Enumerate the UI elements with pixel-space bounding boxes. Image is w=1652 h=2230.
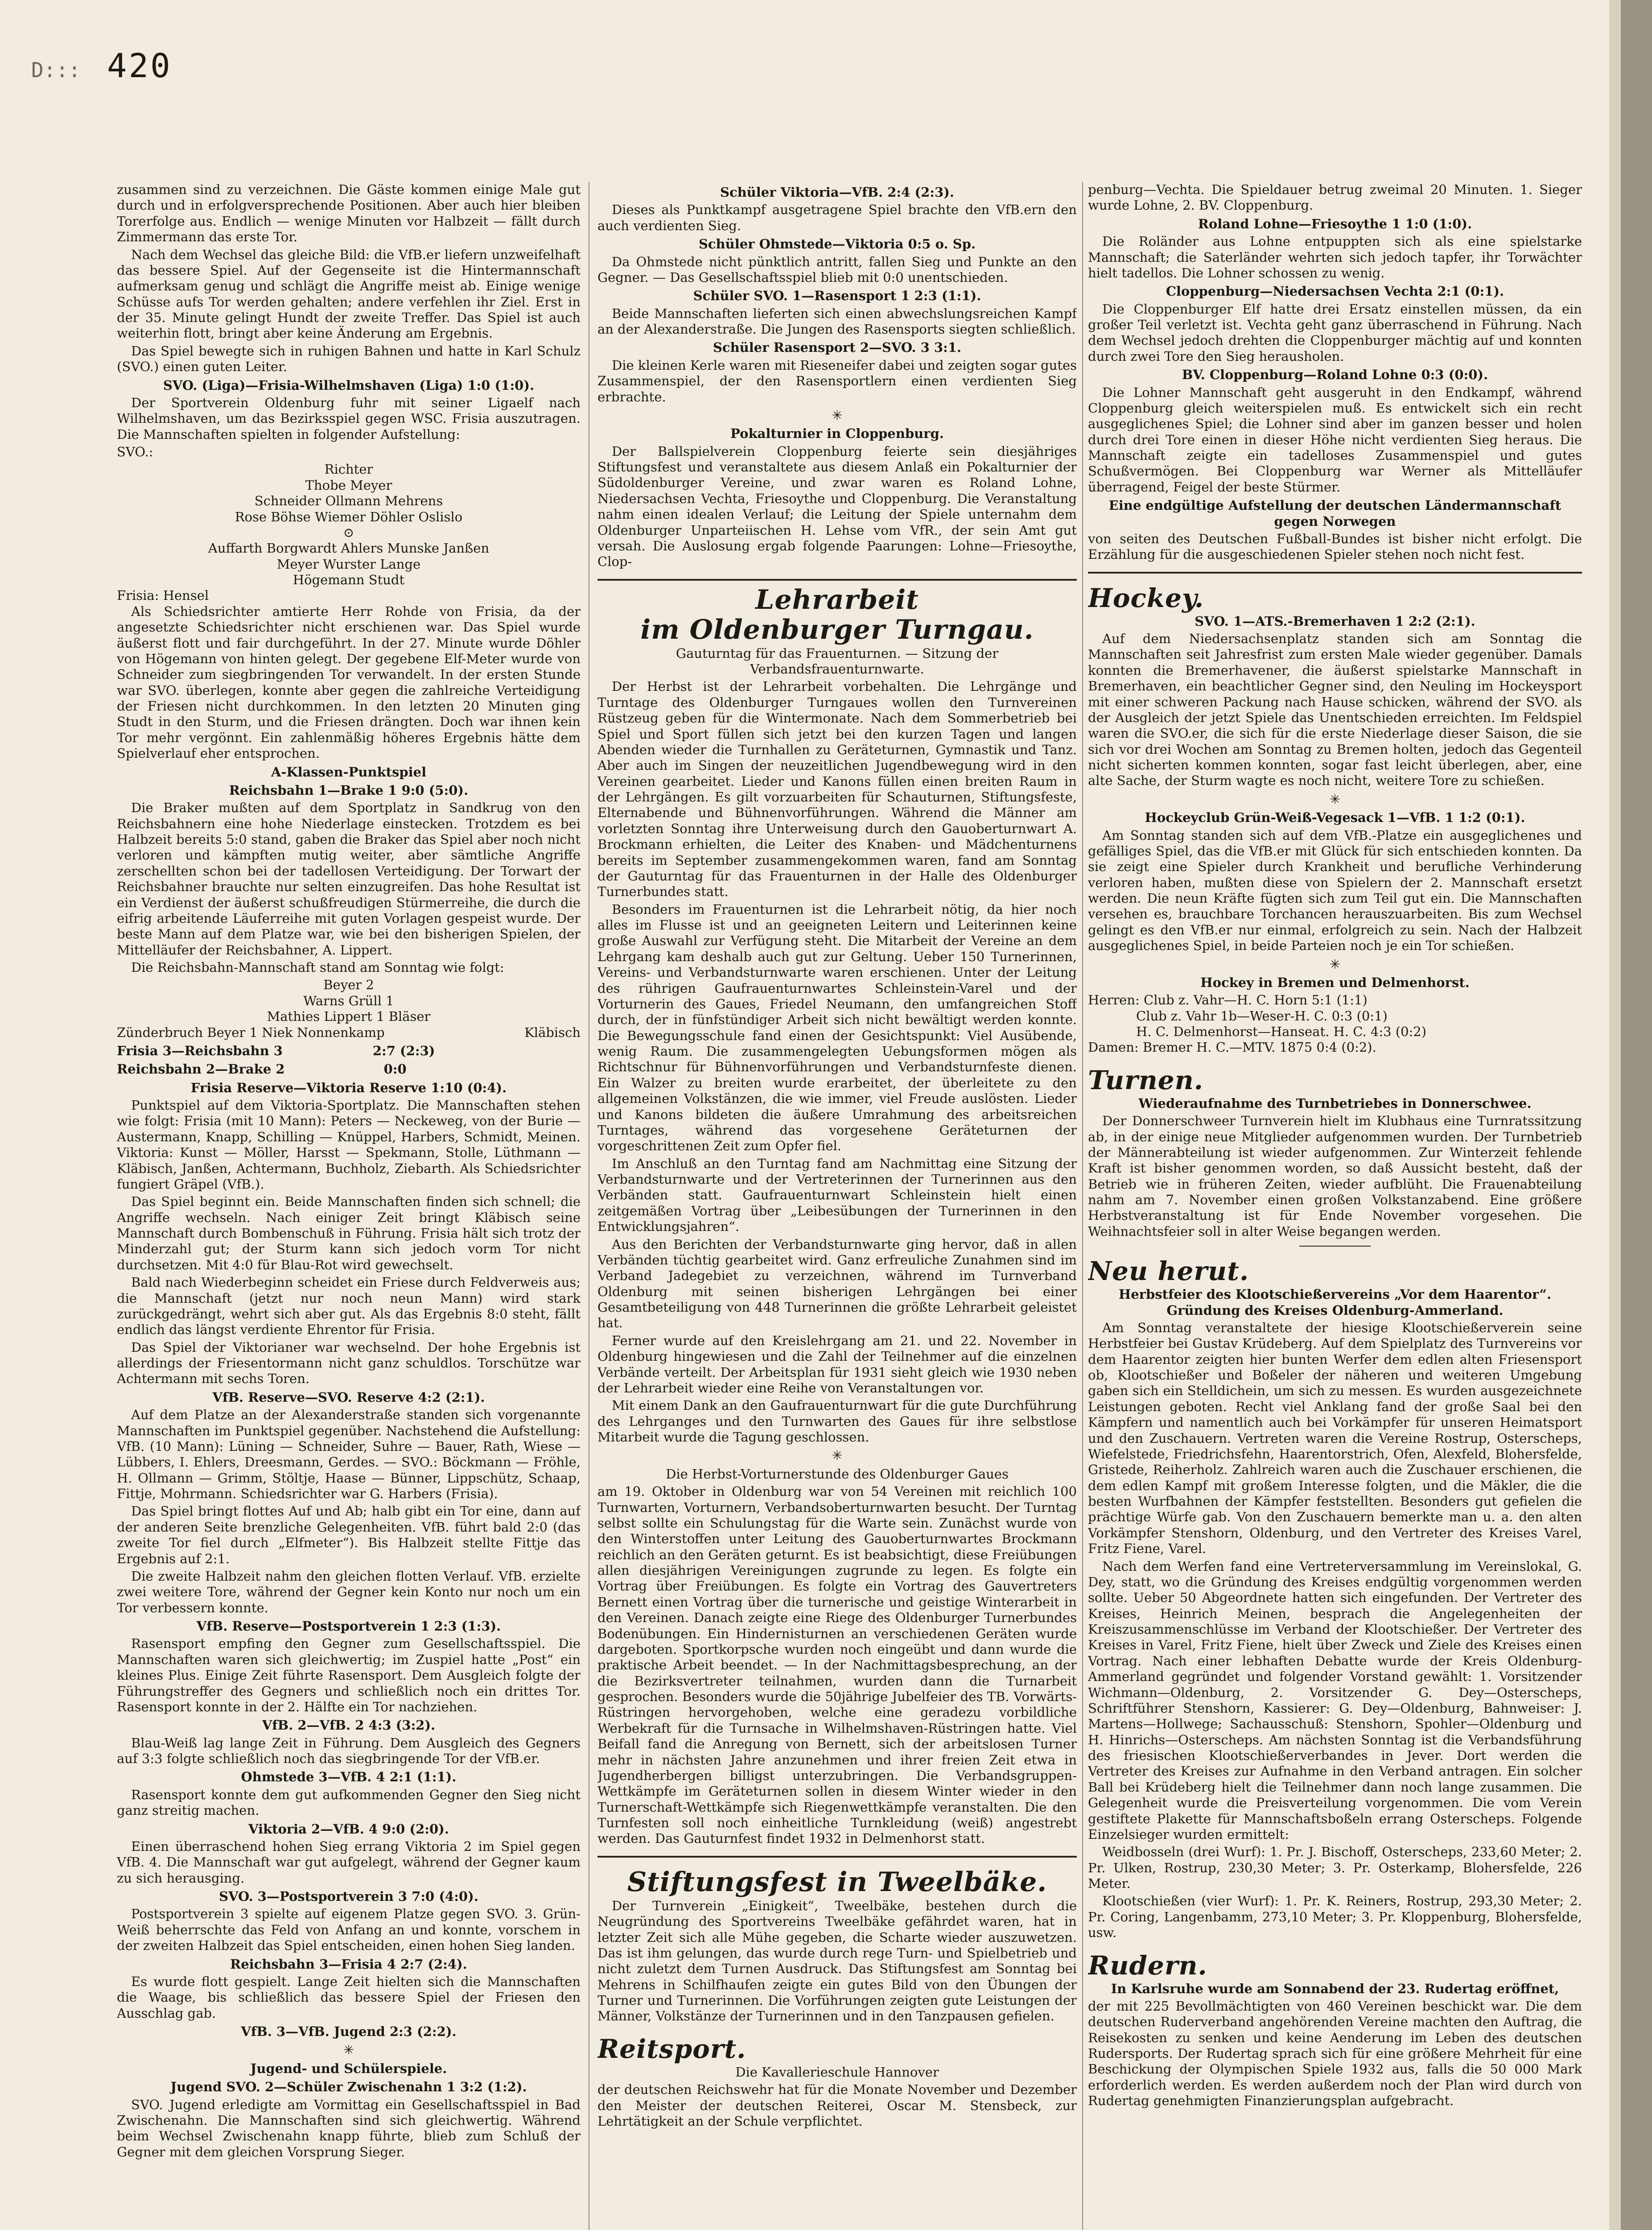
paragraph: Als Schiedsrichter amtierte Herr Rohde von Frisia, da der angesetzte Schiedsrichter nicht erschienen war. Das Spiel wurde äußerst flott und fair durchgeführt. In der 27. Minute wurde Döhler von Högemann von hinten gelegt. Der gegebene Elf-Meter wurde von Schneider zum siegbringenden Tor verwandelt. In der ersten Stunde war SVO. überlegen, konnte aber gegen die zahlreiche Verteidigung der Friesen nicht durchkommen. In den letzten 20 Minuten ging Studt in den Sturm, und die Friesen drängten. Doch war ihnen kein Tor mehr vergönnt. Ein zahlenmäßig höheres Ergebnis hätte dem Spielverlauf eher entsprochen.: [117, 603, 581, 761]
page-number: 420: [107, 47, 172, 85]
match-heading: Reichsbahn 3—Frisia 4 2:7 (2:4).: [230, 1956, 467, 1972]
section-title: Hockey.: [1088, 582, 1204, 613]
paragraph: Aus den Berichten der Verbandsturnwarte ging hervor, daß in allen Verbänden tüchtig gearbeitet wird. Ganz erfreuliche Zunahmen sind im Verband Jadegebiet zu verzeichnen, während im Turnverband Oldenburg mit seinen bisherigen Lehrgängen bei einer Gesamtbeteiligung von 448 Turnerinnen die größte Lehrarbeit geleistet hat.: [597, 1236, 1077, 1331]
paragraph: Der Turnverein „Einigkeit“, Tweelbäke, bestehen durch die Neugründung des Sportvereins Tweelbäke gefährdet waren, hat in letzter Zeit sich alle Mühe gegeben, die Scharte wieder auszuwetzen. Das ist ihm gelungen, das wurde durch rege Turn- und Spielbetrieb und nicht zuletzt dem Turnen Ausdruck. Das Stiftungsfest am Sonntag bei Mehrens in Schilfhaufen zeigte ein gutes Bild von den Übungen der Turner und Turnerinnen. Die Vorführungen zeigten gute Leistungen der Männer, Volkstänze der Turnerinnen und in den Tanzpausen gefielen.: [597, 1898, 1077, 2024]
paragraph: Die Braker mußten auf dem Sportplatz in Sandkrug von den Reichsbahnern eine hohe Niederlage einstecken. Trotzdem es bei Halbzeit bereits 5:0 stand, gaben die Braker das Spiel aber noch nicht verloren und kämpften mutig weiter, aber sämtliche Angriffe zerschellten schon bei der tadellosen Verteidigung. Der Torwart der Reichsbahner brauchte nur selten einzugreifen. Das hohe Resultat ist ein Verdienst der äußerst schußfreudigen Stürmerreihe, die durch die eifrig arbeitende Läuferreihe mit guten Vorlagen gespeist wurde. Der beste Mann auf dem Platze war, wie bei den bisherigen Spielen, der Mittelläufer der Reichsbahner, A. Lippert.: [117, 800, 581, 958]
match-heading: Reichsbahn 1—Brake 1 9:0 (5:0).: [229, 782, 469, 798]
star-divider: ✳: [832, 407, 843, 423]
paragraph: Weidbosseln (drei Wurf): 1. Pr. J. Bischoff, Osterscheps, 233,60 Meter; 2. Pr. Ulken, Rostrup, 230,30 Meter; 3. Pr. Osterkamp, Blohersfelde, 226 Meter.: [1088, 1844, 1582, 1891]
paragraph: Die Roländer aus Lohne entpuppten sich als eine spielstarke Mannschaft; die Saterländer wehrten sich jedoch tapfer, ihr Torwächter hielt tadellos. Die Lohner schossen zu wenig.: [1088, 234, 1582, 281]
lineup-row: Thobe Meyer: [305, 477, 392, 493]
paragraph: Beide Mannschaften lieferten sich einen abwechslungsreichen Kampf an der Alexanderstraße. Die Jungen des Rasensports siegten schließlich.: [597, 306, 1077, 337]
paragraph: Der Donnerschweer Turnverein hielt im Klubhaus eine Turnratssitzung ab, in der einige neue Mitglieder aufgenommen wurden. Der Turnbetrieb der Männerabteilung ist wieder aufgenommen. Zur Winterzeit fehlende Kraft ist bisher genommen worden, so daß Aussicht besteht, daß der Betrieb wie in früheren Zeiten, wieder aufblüht. Die Frauenabteilung nahm am 7. November einen großen Volkstanzabend. Eine größere Herbstveranstaltung ist für Ende November vorgesehen. Die Weihnachtsfeier soll in alter Weise begangen werden.: [1088, 1113, 1582, 1239]
paragraph: penburg—Vechta. Die Spieldauer betrug zweimal 20 Minuten. 1. Sieger wurde Lohne, 2. BV. Cloppenburg.: [1088, 182, 1582, 213]
result-line: Club z. Vahr 1b—Weser-H. C. 0:3 (0:1): [1136, 1008, 1388, 1024]
subheadline: Die Kavallerieschule Hannover: [735, 2064, 939, 2080]
paragraph: Bald nach Wiederbeginn scheidet ein Friese durch Feldverweis aus; die Mannschaft (jetzt nur noch neun Mann) wird stark zurückgedrängt, wehrt sich aber gut. Als das Ergebnis 8:0 steht, fällt endlich das längst verdiente Ehrentor für Frisia.: [117, 1275, 581, 1338]
section-heading: Pokalturnier in Cloppenburg.: [730, 426, 944, 442]
lineup-row: [117, 1025, 581, 1041]
match-heading: Schüler Viktoria—VfB. 2:4 (2:3).: [720, 185, 954, 200]
section-heading: Jugend- und Schülerspiele.: [250, 2061, 447, 2076]
match-heading: Schüler Ohmstede—Viktoria 0:5 o. Sp.: [698, 236, 976, 252]
match-heading: Frisia Reserve—Viktoria Reserve 1:10 (0:4).: [190, 1080, 507, 1095]
section-heading: Hockey in Bremen und Delmenhorst.: [1200, 975, 1470, 990]
paragraph: Es wurde flott gespielt. Lange Zeit hielten sich die Mannschaften die Waage, bis schließlich das bessere Spiel der Friesen den Ausschlag gab.: [117, 1974, 581, 2021]
match-heading: Schüler Rasensport 2—SVO. 3 3:1.: [713, 340, 962, 355]
paragraph: Die kleinen Kerle waren mit Rieseneifer dabei und zeigten sogar gutes Zusammenspiel, der den Rasensportlern einen verdienten Sieg erbrachte.: [597, 357, 1077, 405]
lineup-row: Schneider Ollmann Mehrens: [254, 493, 443, 509]
section-rule: [597, 1856, 1077, 1858]
paragraph: Die zweite Halbzeit nahm den gleichen flotten Verlauf. VfB. erzielte zwei weitere Tore, während der Gegner kein Konto nur noch um ein Tor verbessern konnte.: [117, 1568, 581, 1615]
paragraph: von seiten des Deutschen Fußball-Bundes ist bisher nicht erfolgt. Die Erzählung für die ausgeschiedenen Spieler stehen noch nicht fest.: [1088, 531, 1582, 562]
ball-symbol: ⊙: [343, 524, 354, 540]
result-line: Herren: Club z. Vahr—H. C. Horn 5:1 (1:1): [1088, 992, 1368, 1008]
paragraph: zusammen sind zu verzeichnen. Die Gäste kommen einige Male gut durch und in erfolgversprechende Positionen. Aber auch hier bleiben Torerfolge aus. Endlich — wenige Minuten vor Halbzeit — fällt durch Zimmermann das erste Tor.: [117, 182, 581, 245]
paragraph: Auf dem Platze an der Alexanderstraße standen sich vorgenannte Mannschaften im Punktspiel gegenüber. Nachstehend die Aufstellung: VfB. (10 Mann): Lüning — Schneider, Suhre — Bauer, Rath, Wiese — Lübbers, I. Ehlers, Dreesmann, Gerdes. — SVO.: Böckmann — Fröhle, H. Ollmann — Grimm, Stöltje, Haase — Bünner, Lippschütz, Schaap, Fittje, Mohrmann. Schiedsrichter war G. Harbers (Frisia).: [117, 1407, 581, 1501]
lineup-row: Rose Böhse Wiemer Döhler Oslislo: [235, 509, 463, 524]
section-title: Turnen.: [1088, 1065, 1203, 1095]
match-heading: SVO. 3—Postsportverein 3 7:0 (4:0).: [219, 1889, 478, 1904]
match-heading: BV. Cloppenburg—Roland Lohne 0:3 (0:0).: [1182, 367, 1488, 383]
margin-mark: D:::: [31, 58, 81, 82]
match-heading: VfB. 3—VfB. Jugend 2:3 (2:2).: [241, 2024, 457, 2039]
lineup-row: Richter: [324, 462, 373, 477]
paragraph: der mit 225 Bevollmächtigten von 460 Vereinen beschickt war. Die dem deutschen Ruderverband angehörenden Vereine machten den Auftrag, die Reisekosten zu senken und keine Aenderung im Leben des deutschen Rudersports. Der Rudertag sprach sich für eine größere Mehrheit für eine Beschickung der Olympischen Spiele 1932 aus, falls die 50 000 Mark erforderlich werden. Es werden außerdem noch der Plan wird durch von Rudertag genehmigten Finanzierungsplan aufgebracht.: [1088, 1998, 1582, 2109]
section-heading: Wiederaufnahme des Turnbetriebes in Donnerschwee.: [1138, 1095, 1532, 1111]
paragraph: Rasensport konnte dem gut aufkommenden Gegner den Sieg nicht ganz streitig machen.: [117, 1787, 581, 1818]
star-divider: ✳: [343, 2042, 354, 2058]
match-heading: VfB. Reserve—SVO. Reserve 4:2 (2:1).: [212, 1389, 485, 1405]
paragraph: Blau-Weiß lag lange Zeit in Führung. Dem Ausgleich des Gegners auf 3:3 folgte schließlich noch das siegbringende Tor der VfB.er.: [117, 1735, 581, 1766]
paragraph: Die Lohner Mannschaft geht ausgeruht in den Endkampf, während Cloppenburg gleich weiterspielen muß. Es entwickelt sich ein recht ausgeglichenes Spiel; die Lohner sind aber im ganzen besser und holen durch drei Tore einen in dieser Höhe nicht verdienten Sieg heraus. Die Mannschaft zeigte ein tadelloses Zusammenspiel und gutes Schußvermögen. Bei Cloppenburg war Werner als Mittelläufer überragend, Feigel der beste Stürmer.: [1088, 384, 1582, 495]
match-heading: Roland Lohne—Friesoythe 1 1:0 (1:0).: [1198, 216, 1472, 231]
paragraph: Die Cloppenburger Elf hatte drei Ersatz einstellen müssen, da ein großer Teil verletzt ist. Vechta geht ganz überraschend in Führung. Nach dem Wechsel jedoch drehten die Cloppenburger mächtig auf und konnten durch zwei Tore den Sieg herausholen.: [1088, 301, 1582, 364]
section-heading: In Karlsruhe wurde am Sonnabend der 23. Rudertag eröffnet,: [1111, 1981, 1559, 1996]
section-heading: Herbstfeier des Klootschießervereins „Vor dem Haarentor“. Gründung des Kreises Oldenburg-Ammerland.: [1118, 1287, 1552, 1318]
paragraph: Am Sonntag standen sich auf dem VfB.-Platze ein ausgeglichenes und gefälliges Spiel, das die VfB.er mit Glück für sich entschieden konnten. Da sie zeigt eine Spieler durch Krankheit und berufliche Verhinderung verloren haben, mußten diese von Spielern der 2. Mannschaft ersetzt werden. Die neun Kräfte fügten sich zum Teil gut ein. Die Mannschaften versehen es, brauchbare Torchancen herauszuarbeiten. Bis zum Wechsel gelingt es den VfB.er nur einmal, erfolgreich zu sein. Nach der Halbzeit ausgeglichenes Spiel, in beide Parteien noch je ein Tor schießen.: [1088, 827, 1582, 954]
paragraph: Ferner wurde auf den Kreislehrgang am 21. und 22. November in Oldenburg hingewiesen und die Zahl der Teilnehmer auf die einzelnen Verbände verteilt. Der Arbeitsplan für 1931 sieht gleich wie 1930 neben der Lehrarbeit wieder eine Reihe von Veranstaltungen vor.: [597, 1333, 1077, 1396]
paragraph: Einen überraschend hohen Sieg errang Viktoria 2 im Spiel gegen VfB. 4. Die Mannschaft war gut aufgelegt, während der Gegner kaum zu sich herausging.: [117, 1838, 581, 1886]
paragraph: Besonders im Frauenturnen ist die Lehrarbeit nötig, da hier noch alles im Flusse ist und an geeigneten Leitern und Leiterinnen keine große Auswahl zur Verfügung steht. Die Mitarbeit der Vereine an dem Lehrgang kam deshalb auch gut zur Geltung. Ueber 150 Turnerinnen, Vereins- und Verbandsturnwarte waren erschienen. Unter der Leitung des rührigen Gaufrauenturnwartes Schleinstein-Varel und der Vorturnerin des Gaues, Friedel Neumann, den umfangreichen Stoff durch, der in fünfstündiger Arbeit sich nicht bewältigt werden konnte. Die Bewegungsschule fand einen der Gesichtspunkt: Viel Ausübende, wenig Raum. Die zusammengelegten Uebungsformen mögen als Richtschnur für Bühnenvorführungen und Verbandsturnfeste dienen. Ein Walzer zu breiten wurde erarbeitet, der überleitete zu den allgemeinen Volkstänzen, die wie immer, viel Freude auslösten. Lieder und Kanons bildeten die äußere Umrahmung des arbeitsreichen Turntages, während das vorgesehene Geräteturnen der vorgeschrittenen Zeit zum Opfer fiel.: [597, 901, 1077, 1154]
result-line: Damen: Bremer H. C.—MTV. 1875 0:4 (0:2).: [1088, 1040, 1376, 1055]
paragraph: Mit einem Dank an den Gaufrauenturnwart für die gute Durchführung des Lehrganges und den Turnwarten des Gaues für ihre selbstlose Mitarbeit wurde die Tagung geschlossen.: [597, 1398, 1077, 1445]
lineup-row: Meyer Wurster Lange: [276, 556, 421, 572]
paragraph: SVO. Jugend erledigte am Vormittag ein Gesellschaftsspiel in Bad Zwischenahn. Die Mannschaften sind sich gleichwertig. Während beim Wechsel Zwischenahn knapp führte, blieb zum Schluß der Gegner mit dem gleichen Vorsprung Sieger.: [117, 2097, 581, 2160]
result-line: H. C. Delmenhorst—Hanseat. H. C. 4:3 (0:2): [1136, 1024, 1427, 1039]
column-1: [117, 182, 581, 2230]
paragraph: Im Anschluß an den Turntag fand am Nachmittag eine Sitzung der Verbandsturnwarte und der Vertreterinnen der Turnerinnen aus den Verbänden statt. Gaufrauenturnwart Schleinstein hielt einen zeitgemäßen Vortrag über „Leibesübungen der Turnerinnen in den Entwicklungsjahren“.: [597, 1156, 1077, 1235]
paragraph: Der Ballspielverein Cloppenburg feierte sein diesjähriges Stiftungsfest und veranstaltete aus diesem Anlaß ein Pokalturnier der Südoldenburger Vereine, und zwar waren es Roland Lohne, Niedersachsen Vechta, Friesoythe und Cloppenburg. Die Veranstaltung nahm einen idealen Verlauf; die Leitung der Spiele unternahm dem Oldenburger Unparteiischen H. Lehse vom VfR., der sein Amt gut versah. Die Auslosung ergab folgende Paarungen: Lohne—Friesoythe, Clop-: [597, 443, 1077, 570]
results-list: [1088, 992, 1582, 1056]
star-divider: ✳: [832, 1448, 843, 1463]
lineup-names: Kläbisch: [524, 1024, 581, 1040]
paragraph: Dieses als Punktkampf ausgetragene Spiel brachte den VfB.ern den auch verdienten Sieg.: [597, 202, 1077, 233]
match-heading: Jugend SVO. 2—Schüler Zwischenahn 1 3:2 (1:2).: [170, 2079, 527, 2095]
team-label: SVO.:: [117, 444, 153, 459]
paragraph: Da Ohmstede nicht pünktlich antritt, fallen Sieg und Punkte an den Gegner. — Das Gesellschaftsspiel blieb mit 0:0 unentschieden.: [597, 254, 1077, 285]
paragraph: am 19. Oktober in Oldenburg war von 54 Vereinen mit reichlich 100 Turnwarten, Vorturnern, Verbandsoberturnwarten besucht. Der Turntag selbst sollte ein Schulungstag für die Warte sein. Zunächst wurde von den Winterstoffen unter Leitung des Gauoberturnwartes Brockmann reichlich an den Geräten geturnt. Es ist beabsichtigt, diese Freiübungen allen diesjährigen Vereinigungen zugrunde zu legen. Es folgte ein Vortrag über Freiübungen. Es folgte ein Vortrag des Gauvertreters Bernett einen Vortrag über die turnerische und geistige Winterarbeit in den Vereinen. Danach zeigte eine Riege des Oldenburger Turnerbundes Bodenübungen. Ein Hindernisturnen an verschiedenen Geräten wurde dargeboten. Sportkorpsche wurden noch eingeübt und dann wurde die praktische Arbeit beendet. — In der Nachmittagsbesprechung, an der die Bezirksvertreter teilnahmen, wurden dann die Turnarbeit gesprochen. Besonders wurde die 50jährige Jubelfeier des TB. Vorwärts-Rüstringen hervorgehoben, welche eine geradezu vorbildliche Werbekraft für die Turnsache in Wilhelmshaven-Rüstringen hatte. Viel Beifall fand die Anregung von Bernett, sich der arbeitslosen Turner mehr in nächsten Jahre anzunehmen und ihrer freien Zeit etwa in Jugendherbergen billigst unterzubringen. Die Verbandsgruppen-Wettkämpfe im Geräteturnen sollen in diesem Winter wieder in den Turnerschaft-Wettkämpfe sich Riegenwettkämpfe veranstalten. Die den Turnfesten soll noch einheitliche Turnkleidung (weiß) angestrebt werden. Das Gauturnfest findet 1932 in Delmenhorst statt.: [597, 1484, 1077, 1846]
lineup-row: Mathies Lippert 1 Bläser: [267, 1009, 431, 1024]
paragraph: Das Spiel bringt flottes Auf und Ab; halb gibt ein Tor eine, dann auf der anderen Seite brenzliche Gelegenheiten. VfB. führt bald 2:0 (das zweite Tor fiel durch „Elfmeter“). Bis Halbzeit stellte Fittje das Ergebnis auf 2:1.: [117, 1503, 581, 1566]
lineup-row: Högemann Studt: [292, 572, 405, 587]
section-title: Rudern.: [1088, 1950, 1207, 1981]
column-rule: [1082, 182, 1083, 2230]
paragraph: Das Spiel beginnt ein. Beide Mannschaften finden sich schnell; die Angriffe wechseln. Nach einiger Zeit bringt Kläbisch seine Mannschaft durch Bombenschuß in Führung. Frisia hält sich trotz der Minderzahl gut; der Sturm kann sich jedoch vorm Tor nicht durchsetzen. Mit 4:0 für Blau-Rot wird gewechselt.: [117, 1194, 581, 1272]
paragraph: Der Herbst ist der Lehrarbeit vorbehalten. Die Lehrgänge und Turntage des Oldenburger Turngaues wollen den Turnvereinen Rüstzeug geben für die Wintermonate. Nach dem Sommerbetrieb bei Spiel und Sport füllen sich jetzt bei den kurzen Tagen und langen Abenden wieder die Turnhallen zu Geräteturnen, Gymnastik und Tanz. Aber auch im Singen der neuzeitlichen Jugendbewegung wird in den Vereinen gearbeitet. Lieder und Kanons füllen einen breiten Raum in der Lehrgängen. Es gilt vorzuarbeiten für Schauturnen, Stiftungsfeste, Elternabende und Bühnenvorführungen. Während die Männer am vorletzten Sonntag ihre Unterweisung durch den Gauoberturnwart A. Brockmann erhielten, die Leiter des Knaben- und Mädchenturnens bereits im September zusammengekommen waren, fand am Sonntag der Gauturntag für das Frauenturnen in der Halle des Oldenburger Turnerbundes statt.: [597, 679, 1077, 900]
star-divider: ✳: [1329, 956, 1341, 972]
section-rule: [597, 579, 1077, 581]
match-heading: VfB. Reserve—Postsportverein 1 2:3 (1:3).: [196, 1619, 501, 1634]
headline: Stiftungsfest in Tweelbäke.: [627, 1866, 1047, 1898]
paragraph: Der Sportverein Oldenburg fuhr mit seiner Ligaelf nach Wilhelmshaven, um das Bezirksspiel gegen WSC. Frisia auszutragen. Die Mannschaften spielten in folgender Aufstellung:: [117, 395, 581, 442]
section-rule: [1088, 572, 1582, 574]
paragraph: Klootschießen (vier Wurf): 1. Pr. K. Reiners, Rostrup, 293,30 Meter; 2. Pr. Coring, Langenbamm, 273,10 Meter; 3. Pr. Kloppenburg, Blohersfelde, usw.: [1088, 1893, 1582, 1941]
column-3: [1088, 182, 1582, 2230]
lineup-names: Zünderbruch Beyer 1 Niek Nonnenkamp: [117, 1024, 385, 1040]
subheadline: Gauturntag für das Frauenturnen. — Sitzung der Verbandsfrauenturnwarte.: [676, 645, 999, 677]
match-heading: Ohmstede 3—VfB. 4 2:1 (1:1).: [241, 1769, 457, 1785]
paragraph: Das Spiel der Viktorianer war wechselnd. Der hohe Ergebnis ist allerdings der Friesentormann nicht ganz schuldlos. Torschütze war Achtermann mit sechs Toren.: [117, 1339, 581, 1387]
lineup-row: Frisia: Hensel: [117, 588, 209, 603]
subheadline: Die Herbst-Vorturnerstunde des Oldenburger Gaues: [666, 1466, 1009, 1482]
match-heading: Schüler SVO. 1—Rasensport 1 2:3 (1:1).: [693, 288, 981, 304]
paragraph: Am Sonntag veranstaltete der hiesige Klootschießerverein seine Herbstfeier bei Gustav Krüdeberg. Auf dem Spielplatz des Turnvereins vor dem Haarentor zeigten hier bunten Werfer dem edlen alten Friesensport ob, Klootschießer und Boßeler der näheren und weiteren Umgebung gaben sich ein Stelldichein, um sich zu messen. Es wurden ausgezeichnete Leistungen geboten. Recht viel Anklang fand der große Saal bei den Kämpfern und namentlich auch bei Vorkämpfer für unseren Heimatsport und den Zuschauern. Vertreten waren die Vereine Rostrup, Osterscheps, Wiefelstede, Friedrichsfehn, Haarentorstrich, Ofen, Alexfeld, Blohersfelde, Gristede, Reiherholz. Zahlreich waren auch die Zuschauer erschienen, die dem edlen Kampf mit großem Interesse folgten, und die Mäkler, die die besten Wurfbahnen der Kämpfer feststellten. Besonders gut gefielen die prächtige Würfe gab. Von den Zuschauern bemerkte man u. a. den alten Vorkämpfer Stenshorn, Oldenburg, und den Vertreter des Kreises Varel, Fritz Fiene, Varel.: [1088, 1320, 1582, 1557]
binding-edge: [1609, 0, 1621, 2230]
section-heading: Eine endgültige Aufstellung der deutschen Ländermannschaft gegen Norwegen: [1108, 498, 1561, 529]
headline: Lehrarbeit: [755, 584, 919, 615]
result-line: Reichsbahn 2—Brake 2 0:0: [117, 1061, 407, 1077]
lineup-row: Beyer 2: [323, 977, 374, 993]
section-heading: A-Klassen-Punktspiel: [271, 764, 427, 780]
section-title: Neu herut.: [1088, 1256, 1249, 1287]
paragraph: der deutschen Reichswehr hat für die Monate November und Dezember den Meister der deutschen Reiterei, Oscar M. Stensbeck, zur Lehrtätigkeit an der Schule verpflichtet.: [597, 2082, 1077, 2129]
match-heading: Viktoria 2—VfB. 4 9:0 (2:0).: [248, 1821, 449, 1837]
column-2: [597, 182, 1077, 2230]
star-divider: ✳: [1329, 791, 1341, 807]
paragraph: Punktspiel auf dem Viktoria-Sportplatz. Die Mannschaften stehen wie folgt: Frisia (mit 10 Mann): Peters — Neckeweg, von der Burie — Austermann, Knapp, Schilling — Knüppel, Harbers, Schmidt, Meinen. Viktoria: Kunst — Möller, Harsst — Spekmann, Stolle, Lüthmann — Kläbisch, Janßen, Achtermann, Buchholz, Ziebarth. Als Schiedsrichter fungiert Gräpel (VfB.).: [117, 1098, 581, 1192]
binding-strip: [1621, 0, 1652, 2230]
match-heading: SVO. 1—ATS.-Bremerhaven 1 2:2 (2:1).: [1195, 613, 1475, 629]
match-heading: SVO. (Liga)—Frisia-Wilhelmshaven (Liga) 1:0 (1:0).: [163, 377, 535, 393]
section-title: Reitsport.: [597, 2033, 746, 2064]
paragraph: Die Reichsbahn-Mannschaft stand am Sonntag wie folgt:: [131, 960, 504, 975]
match-heading: Cloppenburg—Niedersachsen Vechta 2:1 (0:1).: [1166, 284, 1504, 299]
short-rule: [1299, 1246, 1371, 1247]
paragraph: Das Spiel bewegte sich in ruhigen Bahnen und hatte in Karl Schulz (SVO.) einen guten Leiter.: [117, 343, 581, 375]
match-heading: Hockeyclub Grün-Weiß-Vegesack 1—VfB. 1 1:2 (0:1).: [1145, 810, 1525, 826]
paragraph: Nach dem Werfen fand eine Vertreterversammlung im Vereinslokal, G. Dey, statt, wo die Gründung des Kreises endgültig vorgenommen werden sollte. Ueber 50 Abgeordnete hatten sich eingefunden. Der Vertreter des Kreises, Heinrich Meinen, besprach die Angelegenheiten der Kreiszusammenschlüsse im Verband der Klootschießer. Der Vertreter des Kreises in Varel, Fritz Fiene, hielt über Zweck und Ziele des Kreises einen Vortrag. Nach einer lebhaften Debatte wurde der Kreis Oldenburg-Ammerland gegründet und folgender Vorstand gewählt: 1. Vorsitzender Wichmann—Oldenburg, 2. Vorsitzender G. Dey—Osterscheps, Schriftführer Stenshorn, Kassierer: G. Dey—Oldenburg, Bahnweiser: J. Martens—Hollwege; Sachausschuß: Stenshorn, Spohler—Oldenburg und H. Hinrichs—Osterscheps. Am nächsten Sonntag ist die Verbandsführung des friesischen Klootschießerverbandes in Jever. Dort werden die Vertreter des Kreises zur Aufnahme in den Verband antragen. Ein solcher Ball bei Krüdeberg hielt die Teilnehmer dann noch lange zusammen. Die Gelegenheit wurde die Preisverteilung vorgenommen. Die vom Verein gestiftete Plakette für Mannschaftsboßeln errang Osterscheps. Folgende Einzelsieger wurden ermittelt:: [1088, 1558, 1582, 1842]
result-line: Frisia 3—Reichsbahn 3 2:7 (2:3): [117, 1043, 435, 1058]
lineup-row: Warns Grüll 1: [303, 993, 394, 1008]
headline: im Oldenburger Turngau.: [640, 614, 1034, 645]
paragraph: Rasensport empfing den Gegner zum Gesellschaftsspiel. Die Mannschaften waren sich gleichwertig; im Zuspiel hatte „Post“ ein kleines Plus. Einige Zeit führte Rasensport. Dem Ausgleich folgte der Führungstreffer des Gegners und schließlich noch ein drittes Tor. Rasensport konnte in der 2. Hälfte ein Tor nachziehen.: [117, 1636, 581, 1714]
lineup-row: Auffarth Borgwardt Ahlers Munske Janßen: [208, 541, 490, 556]
paragraph: Nach dem Wechsel das gleiche Bild: die VfB.er liefern unzweifelhaft das bessere Spiel. Auf der Gegenseite ist die Hintermannschaft aufmerksam genug und schlägt die Angriffe meist ab. Einige wenige Schüsse aufs Tor werden gehalten; andere verfehlen ihr Ziel. Erst in der 35. Minute gelingt Hundt der zweite Treffer. Das Spiel ist auch weiterhin flott, bringt aber keine Änderung am Ergebnis.: [117, 247, 581, 341]
match-heading: VfB. 2—VfB. 2 4:3 (3:2).: [262, 1718, 436, 1733]
paragraph: Auf dem Niedersachsenplatz standen sich am Sonntag die Mannschaften seit Jahresfrist zum ersten Male wieder gegenüber. Damals konnten die Bremerhavener, die äußerst spielstarke Mannschaft in Bremerhaven, ein beachtlicher Gegner sind, den Neuling im Hockeysport mit einer schweren Packung nach Hause schicken, während der SVO. als der Ausgleich der jetzt Spiele das Unentschieden erreichten. Im Feldspiel waren die SVO.er, die sich für die erste Niederlage dieser Saison, die sie sich vor drei Wochen am Sonntag zu Bremen holten, jedoch das Gegenteil nicht sicherten kommen konnten, sogar fast leicht überlegen, aber, eine alte Sache, der Sturm wagte es noch nicht, weitere Tore zu schießen.: [1088, 631, 1582, 789]
paragraph: Postsportverein 3 spielte auf eigenem Platze gegen SVO. 3. Grün-Weiß beherrschte das Feld von Anfang an und konnte, vorschem in der zweiten Halbzeit das Spiel entscheiden, einen hohen Sieg landen.: [117, 1906, 581, 1953]
